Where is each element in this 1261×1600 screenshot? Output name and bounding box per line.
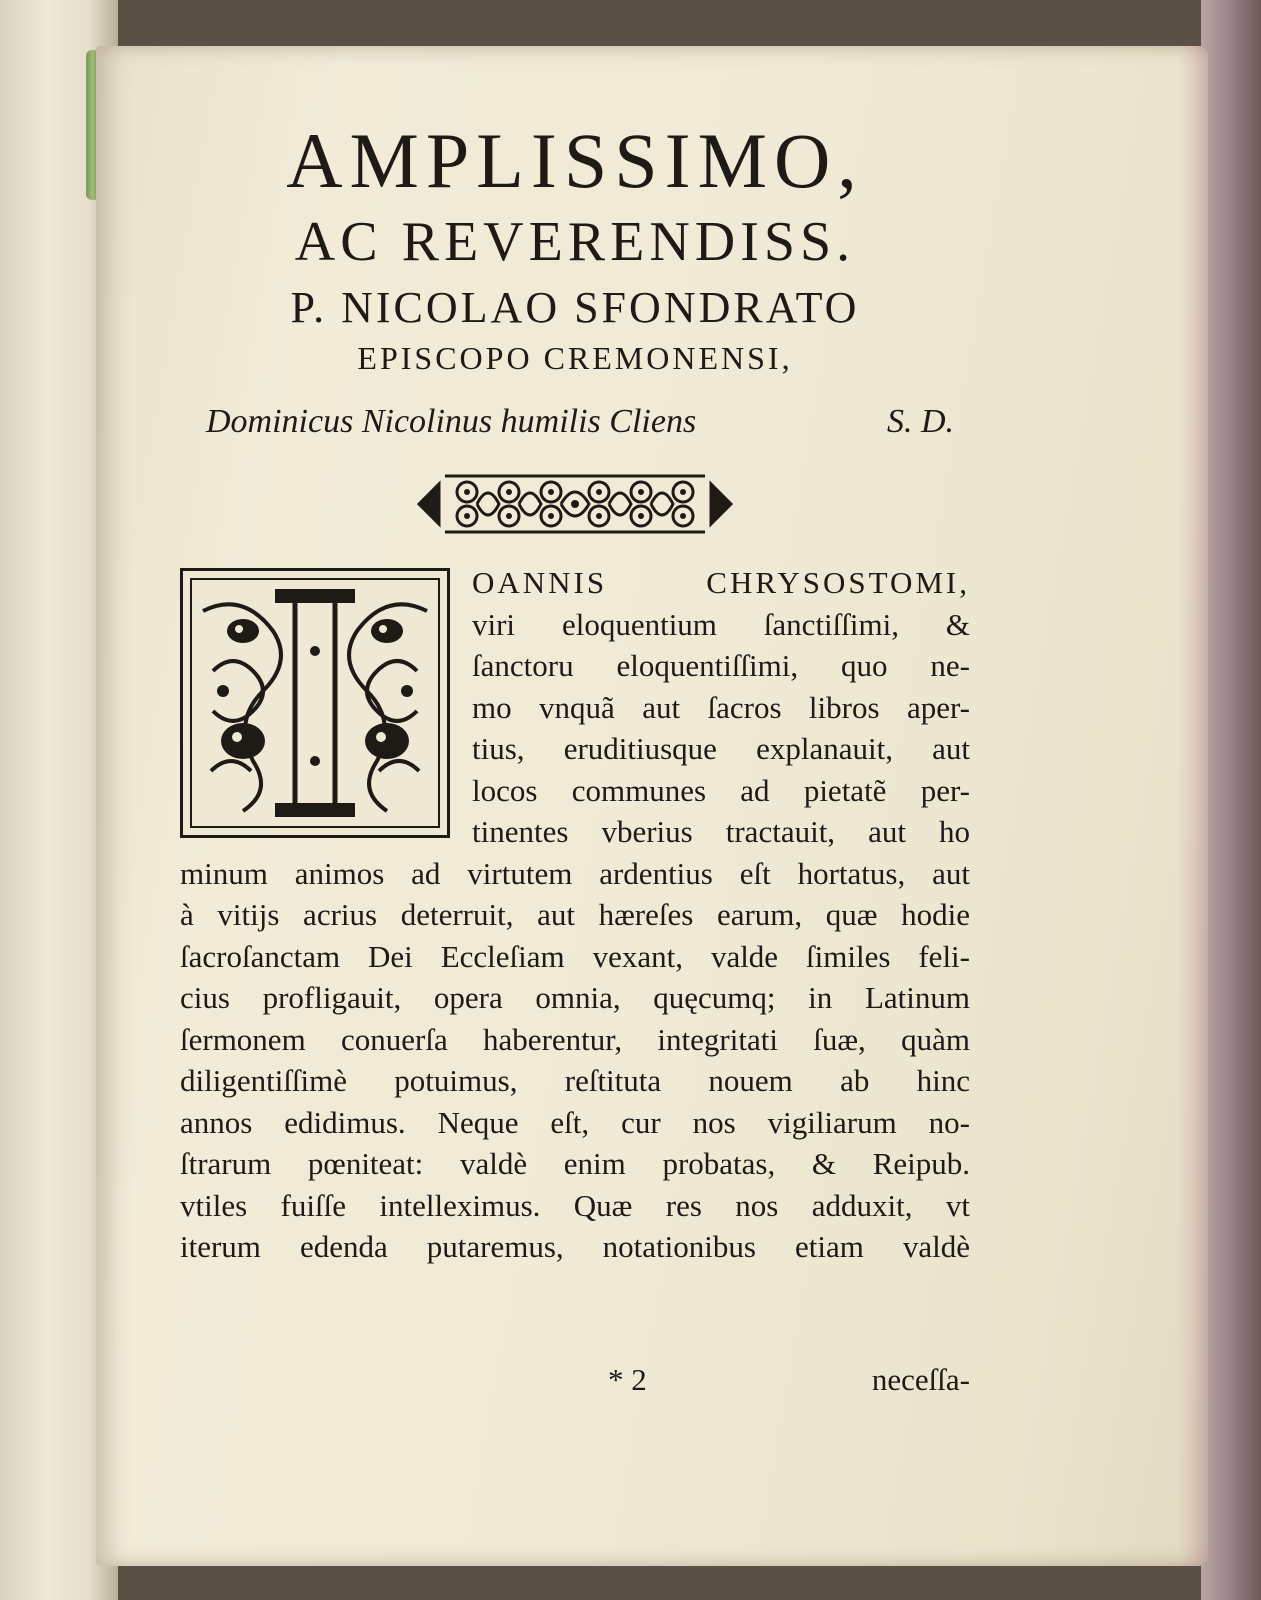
text-line: locos communes ad pietatẽ per- bbox=[472, 772, 970, 808]
signature-mark: * 2 bbox=[608, 1362, 647, 1397]
book-page bbox=[96, 46, 1208, 1566]
text-line: minum animos ad virtutem ardentius eſt hortatus, aut bbox=[180, 855, 970, 891]
text-line: viri eloquentium ſanctiſſimi, & bbox=[472, 606, 970, 642]
text-line: ſacroſanctam Dei Eccleſiam vexant, valde ſimiles feli- bbox=[180, 938, 970, 974]
page-text bbox=[180, 116, 970, 1268]
salutation-greeting: S. D. bbox=[886, 403, 954, 440]
dedication-title-line-1: AMPLISSIMO, bbox=[286, 117, 864, 204]
text-line: à vitijs acrius deterruit, aut hæreſes earum, quæ hodie bbox=[180, 897, 970, 932]
text-line: ſtrarum pœniteat: valdè enim probatas, & Reipub. bbox=[180, 1146, 970, 1181]
fleuron-band-icon bbox=[180, 462, 970, 546]
catchword: neceſſa- bbox=[871, 1362, 970, 1397]
dedication-title-line-3: P. NICOLAO SFONDRATO bbox=[290, 283, 860, 332]
dedication-title-line-2: AC REVERENDISS. bbox=[294, 211, 856, 273]
salutation-line bbox=[180, 400, 970, 444]
text-line: mo vnquã aut ſacros libros aper- bbox=[472, 689, 970, 725]
text-line: tius, eruditiusque explanauit, aut bbox=[472, 731, 970, 766]
text-line: diligentiſſimè potuimus, reſtituta nouem ab hinc bbox=[180, 1063, 970, 1098]
text-line: cius profligauit, opera omnia, quęcumq; in Latinum bbox=[180, 980, 970, 1015]
salutation-sender: Dominicus Nicolinus humilis Cliens bbox=[206, 403, 697, 440]
right-page-edge bbox=[1201, 0, 1261, 1600]
text-line: ſermonem conuerſa haberentur, integritati ſuæ, quàm bbox=[180, 1021, 970, 1057]
text-line: annos edidimus. Neque eſt, cur nos vigiliarum no- bbox=[180, 1104, 970, 1140]
text-line: ſanctoru eloquentiſſimi, quo ne- bbox=[472, 648, 970, 683]
text-line: OANNIS CHRYSOSTOMI, bbox=[472, 565, 970, 600]
historiated-initial-icon bbox=[180, 568, 450, 838]
text-line: iterum edenda putaremus, notationibus etiam valdè bbox=[180, 1229, 970, 1264]
text-line: tinentes vberius tractauit, aut ho bbox=[472, 814, 970, 849]
dedication-title-line-4: EPISCOPO CREMONENSI, bbox=[357, 340, 793, 376]
body-text bbox=[180, 562, 970, 1268]
text-line: vtiles fuiſſe intelleximus. Quæ res nos adduxit, vt bbox=[180, 1187, 970, 1223]
